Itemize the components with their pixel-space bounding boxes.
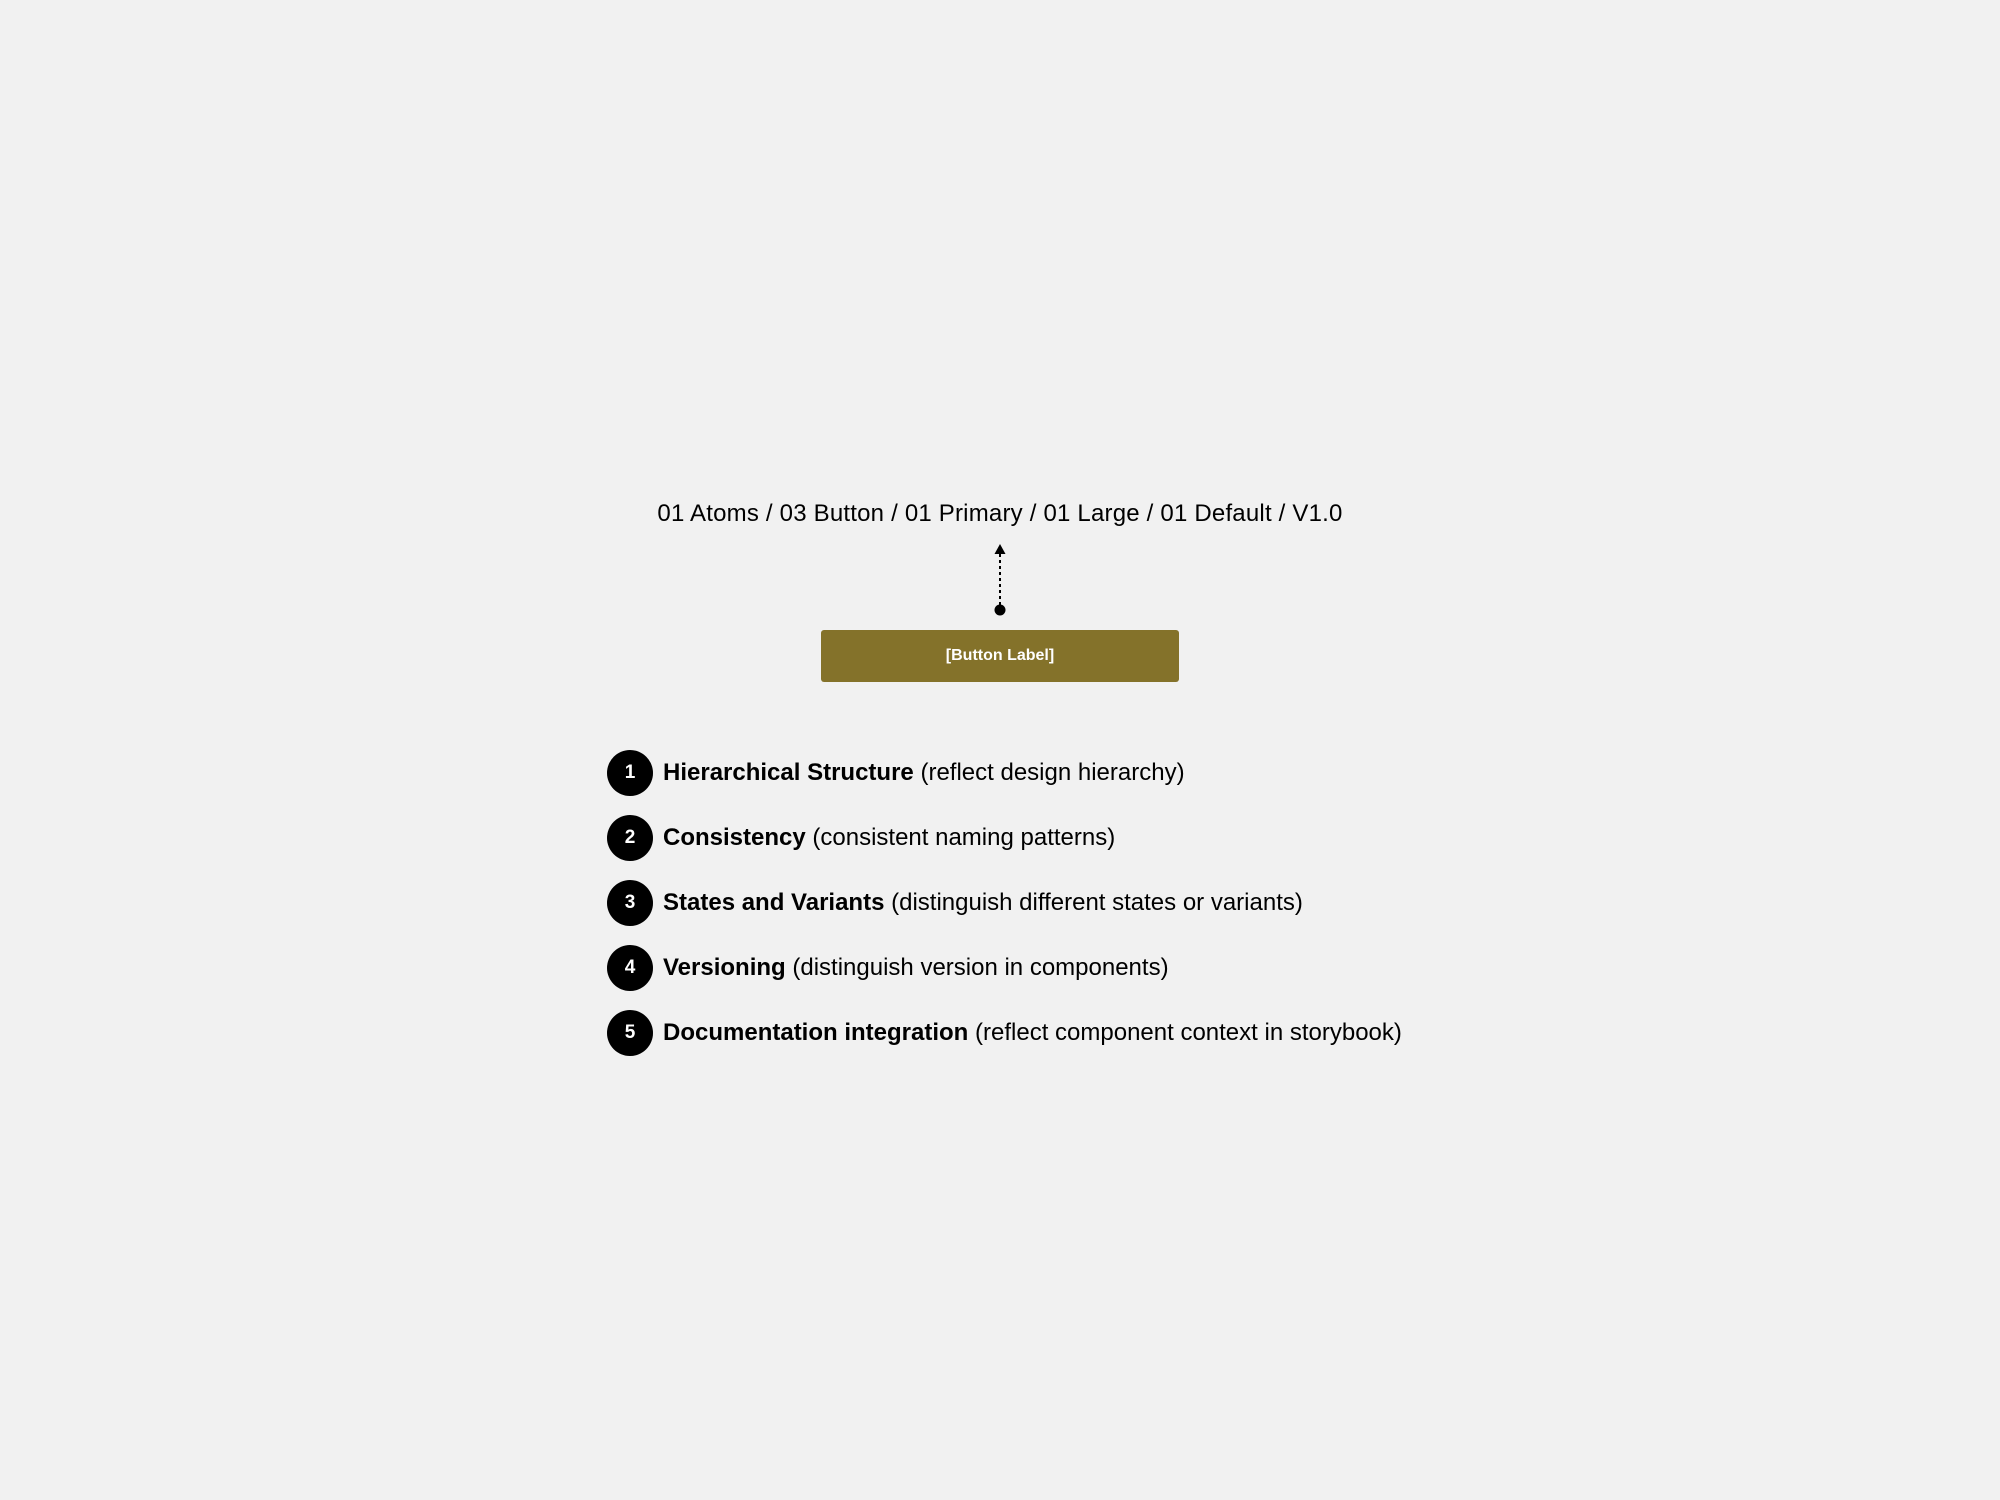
principle-item <box>607 1010 1402 1056</box>
principle-description: (reflect component context in storybook) <box>975 1019 1402 1046</box>
sample-primary-button[interactable]: [Button Label] <box>821 630 1179 682</box>
principle-text <box>663 953 1169 983</box>
principle-text <box>663 1018 1402 1048</box>
principle-text <box>663 888 1303 918</box>
principle-description: (consistent naming patterns) <box>812 824 1116 851</box>
arrow-head <box>995 544 1006 554</box>
principle-title: Consistency <box>663 824 806 851</box>
principle-description: (reflect design hierarchy) <box>920 759 1185 786</box>
number-badge: 2 <box>607 815 653 861</box>
principle-title: States and Variants <box>663 889 885 916</box>
principle-title: Hierarchical Structure <box>663 759 914 786</box>
dotted-arrow-connector <box>990 540 1010 618</box>
principle-title: Versioning <box>663 954 786 981</box>
principle-item <box>607 945 1402 991</box>
component-path-label: 01 Atoms / 03 Button / 01 Primary / 01 Large / 01 Default / V1.0 <box>657 500 1343 527</box>
naming-principles-list <box>607 750 1402 1075</box>
principle-text <box>663 823 1115 853</box>
principle-title: Documentation integration <box>663 1019 969 1046</box>
principle-item <box>607 815 1402 861</box>
principle-description: (distinguish version in components) <box>792 954 1169 981</box>
anchor-dot <box>995 605 1006 616</box>
number-badge: 5 <box>607 1010 653 1056</box>
principle-text <box>663 758 1185 788</box>
number-badge: 3 <box>607 880 653 926</box>
principle-description: (distinguish different states or variants) <box>891 889 1303 916</box>
number-badge: 1 <box>607 750 653 796</box>
number-badge: 4 <box>607 945 653 991</box>
principle-item <box>607 880 1402 926</box>
principle-item <box>607 750 1402 796</box>
